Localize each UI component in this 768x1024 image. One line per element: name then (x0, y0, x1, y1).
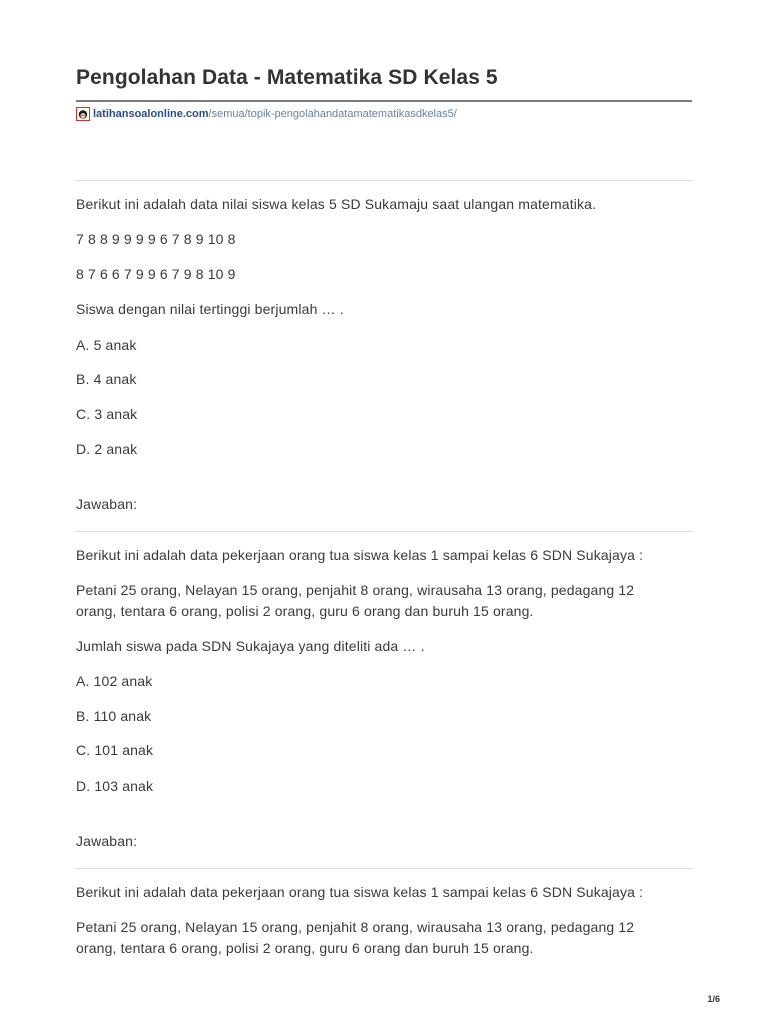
answer-option: B. 4 anak (76, 371, 137, 387)
question-intro: Berikut ini adalah data nilai siswa kelas 5 SD Sukamaju saat ulangan matematika. (76, 196, 597, 212)
answer-option: D. 103 anak (76, 778, 154, 794)
question-data-line: Petani 25 orang, Nelayan 15 orang, penjahit 8 orang, wirausaha 13 orang, pedagang 12 (76, 919, 635, 935)
question-prompt: Jumlah siswa pada SDN Sukajaya yang diteliti ada … . (76, 638, 425, 654)
answer-option: C. 101 anak (76, 742, 154, 758)
answer-option: C. 3 anak (76, 406, 138, 422)
question-data-line: 8 7 6 6 7 9 9 6 7 9 8 10 9 (76, 266, 236, 282)
source-link[interactable] (76, 106, 457, 122)
question-data-line: orang, tentara 6 orang, polisi 2 orang, guru 6 orang dan buruh 15 orang. (76, 603, 534, 619)
section-divider (76, 868, 692, 869)
section-divider (76, 531, 692, 532)
answer-option: B. 110 anak (76, 708, 152, 724)
question-intro: Berikut ini adalah data pekerjaan orang tua siswa kelas 1 sampai kelas 6 SDN Sukajaya : (76, 547, 644, 563)
source-domain: latihansoalonline.com (93, 108, 209, 120)
answer-option: D. 2 anak (76, 441, 138, 457)
answer-option: A. 102 anak (76, 673, 153, 689)
page-title: Pengolahan Data - Matematika SD Kelas 5 (76, 66, 498, 89)
question-prompt: Siswa dengan nilai tertinggi berjumlah … . (76, 301, 344, 317)
source-path: /semua/topik-pengolahandatamatematikasdkelas5/ (208, 108, 457, 120)
question-intro: Berikut ini adalah data pekerjaan orang tua siswa kelas 1 sampai kelas 6 SDN Sukajaya : (76, 884, 644, 900)
question-data-line: orang, tentara 6 orang, polisi 2 orang, guru 6 orang dan buruh 15 orang. (76, 940, 534, 956)
question-data-line: Petani 25 orang, Nelayan 15 orang, penjahit 8 orang, wirausaha 13 orang, pedagang 12 (76, 582, 635, 598)
section-divider (76, 180, 692, 181)
title-divider (76, 100, 692, 102)
site-logo-icon (76, 107, 90, 121)
page-number: 1/6 (707, 994, 720, 1004)
answer-label: Jawaban: (76, 833, 138, 849)
answer-label: Jawaban: (76, 496, 138, 512)
question-data-line: 7 8 8 9 9 9 9 6 7 8 9 10 8 (76, 231, 236, 247)
answer-option: A. 5 anak (76, 337, 137, 353)
